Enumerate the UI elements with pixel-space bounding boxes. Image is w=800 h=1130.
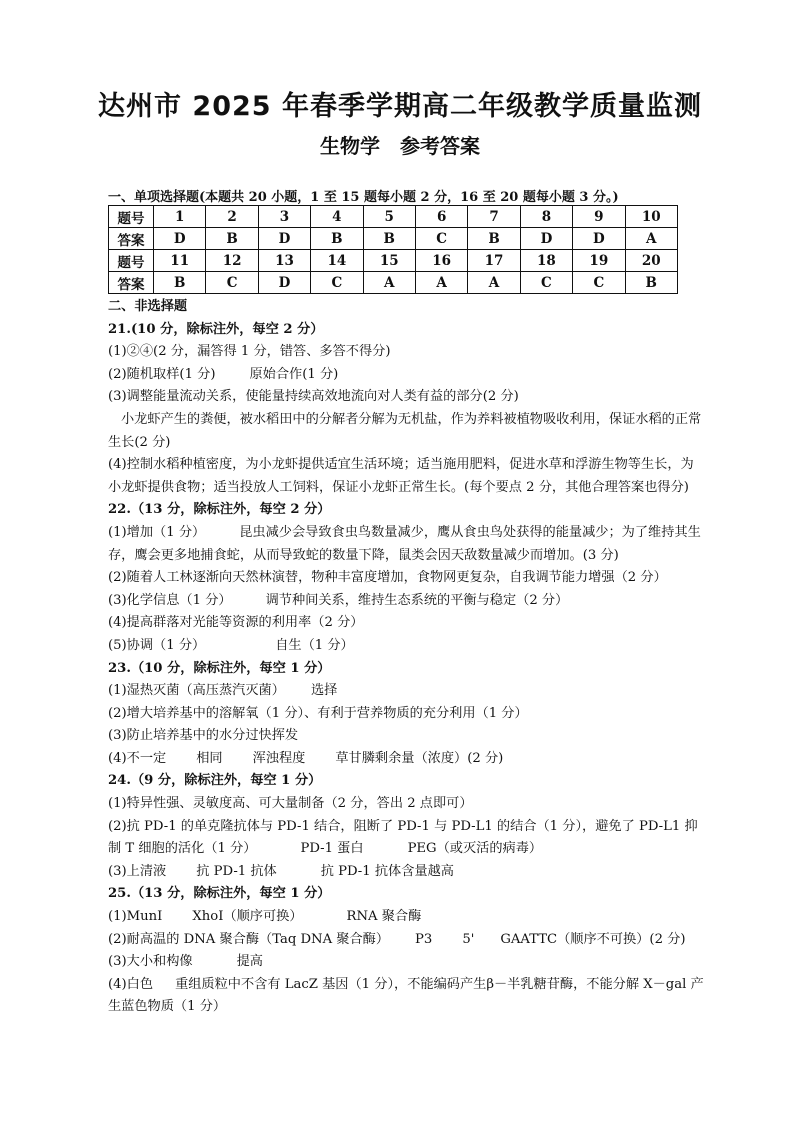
q22-part1 [108,522,704,567]
answer-table-cell: B [468,228,520,250]
q23-part3: (3)防止培养基中的水分过快挥发 [108,728,299,744]
answer-table-row [109,272,678,294]
q23-part4d: 草甘膦剩余量（浓度）(2 分) [335,750,504,766]
q22-part3a: (3)化学信息（1 分） [108,592,232,608]
q23-part1b: 选择 [310,683,338,699]
q24-part2 [108,816,704,861]
answer-table-cell: D [258,228,310,250]
answer-table-cell: C [415,228,467,250]
answer-table-cell: D [520,228,572,250]
q24-part2c: PEG（或灭活的病毒） [407,841,543,857]
answer-table-cell: 12 [206,250,258,272]
q25-part2c: 5' [462,931,475,947]
q22-part1b: 昆虫减少会导致食虫鸟数量减少，鹰从食虫鸟处获得的能量减少；为了维持其生存，鹰会更多地捕食蛇，从而导致蛇的数量下降，鼠类会因天敌数量减少而增加。(3 分) [108,524,701,563]
page-subtitle: 生物学 参考答案 [320,134,480,158]
answer-table-cell: 3 [258,206,310,228]
answer-table-cell: C [573,272,625,294]
answer-table-cell: A [468,272,520,294]
q25-part1b: XhoI（顺序可换） [192,909,303,925]
answer-table [108,205,678,294]
q25-part2d: GAATTC（顺序不可换）(2 分) [500,931,686,947]
answer-table-cell: 14 [311,250,363,272]
q23-part4c: 浑浊程度 [252,750,306,766]
q23-part1a: (1)湿热灭菌（高压蒸汽灭菌） [108,683,285,699]
q24-part3 [108,861,704,884]
answer-table-cell: 2 [206,206,258,228]
q25-part4b: 重组质粒中不含有 LacZ 基因（1 分），不能编码产生β－半乳糖苷酶，不能分解 X－gal 产生蓝色物质（1 分） [108,976,704,1015]
q22-part5 [108,635,704,658]
answer-table-cell: D [573,228,625,250]
q25-part1a: (1)MunI [108,909,163,925]
answer-table-cell: 5 [363,206,415,228]
answer-table-row-label: 题号 [109,206,154,228]
q22-part1a: (1)增加（1 分） [108,524,206,540]
q25-part1 [108,906,704,929]
section-2 [108,296,704,1019]
answer-table-cell: 13 [258,250,310,272]
q24-part1: (1)特异性强、灵敏度高、可大量制备（2 分，答出 2 点即可） [108,796,473,812]
answer-table-cell: 6 [415,206,467,228]
answer-table-cell: 1 [154,206,206,228]
q24-part3c: 抗 PD-1 抗体含量越高 [320,863,454,879]
page-title: 达州市 2025 年春季学期高二年级教学质量监测 [98,91,702,122]
answer-table-row-label: 答案 [109,272,154,294]
answer-table-cell: 11 [154,250,206,272]
q24-part2b: PD-1 蛋白 [300,841,364,857]
answer-table-row [109,206,678,228]
answer-table-cell: 19 [573,250,625,272]
answer-table-cell: D [154,228,206,250]
answer-table-cell: B [363,228,415,250]
q22-part5a: (5)协调（1 分） [108,637,206,653]
q23-part1 [108,680,704,703]
q24-part3a: (3)上清液 [108,863,167,879]
answer-table-cell: C [520,272,572,294]
q21-part3b: 小龙虾产生的粪便，被水稻田中的分解者分解为无机盐，作为养料被植物吸收利用，保证水稻的正常生长(2 分) [108,411,702,450]
q25-part3a: (3)大小和构像 [108,954,193,970]
answer-table-row [109,228,678,250]
q22-part5b: 自生（1 分） [275,637,354,653]
q21-part3: (3)调整能量流动关系，使能量持续高效地流向对人类有益的部分(2 分) [108,389,519,405]
answer-table-cell: B [311,228,363,250]
answer-table-cell: B [206,228,258,250]
q24-part2a: (2)抗 PD-1 的单克隆抗体与 PD-1 结合，阻断了 PD-1 与 PD-L1 的结合（1 分），避免了 PD-L1 抑制 T 细胞的活化（1 分） [108,818,698,857]
q25-part4 [108,974,704,1019]
answer-table-cell: 4 [311,206,363,228]
q23-part4 [108,748,704,771]
answer-table-cell: 15 [363,250,415,272]
q22-part3 [108,590,704,613]
q22-part2: (2)随着人工林逐渐向天然林演替，物种丰富度增加，食物网更复杂，自我调节能力增强（2 分） [108,570,667,586]
q25-part3 [108,951,704,974]
answer-table-cell: 8 [520,206,572,228]
q21-part1: (1)②④(2 分，漏答得 1 分，错答、多答不得分) [108,344,391,360]
answer-table-cell: 20 [625,250,677,272]
q21-heading: 21.(10 分，除标注外，每空 2 分） [108,321,324,337]
q23-part4a: (4)不一定 [108,750,167,766]
answer-table-cell: 7 [468,206,520,228]
answer-table-cell: A [625,228,677,250]
answer-table-cell: D [258,272,310,294]
q21-part2a: (2)随机取样(1 分) [108,366,216,382]
answer-table-cell: 10 [625,206,677,228]
q25-part3b: 提高 [236,954,263,970]
q25-part4a: (4)白色 [108,976,154,992]
q25-heading: 25.（13 分，除标注外，每空 1 分） [108,886,331,902]
q22-part4: (4)提高群落对光能等资源的利用率（2 分） [108,615,364,631]
q22-part3b: 调节种间关系，维持生态系统的平衡与稳定（2 分） [265,592,569,608]
q24-heading: 24.（9 分，除标注外，每空 1 分） [108,773,322,789]
answer-table-cell: 18 [520,250,572,272]
q25-part2b: P3 [415,931,433,947]
answer-table-row-label: 答案 [109,228,154,250]
answer-table-cell: 9 [573,206,625,228]
q21-part2b: 原始合作(1 分) [249,366,339,382]
answer-table-row-label: 题号 [109,250,154,272]
answer-table-cell: A [363,272,415,294]
q25-part2a: (2)耐高温的 DNA 聚合酶（Taq DNA 聚合酶） [108,931,390,947]
section-2-heading: 二、非选择题 [108,299,188,314]
answer-table-cell: B [154,272,206,294]
answer-table-cell: 16 [415,250,467,272]
answer-table-row [109,250,678,272]
q23-heading: 23.（10 分，除标注外，每空 1 分） [108,660,331,676]
section-1-heading: 一、单项选择题(本题共 20 小题，1 至 15 题每小题 2 分，16 至 20 题每小题 3 分。) [108,190,619,205]
answer-table-cell: A [415,272,467,294]
answer-table-cell: B [625,272,677,294]
q22-heading: 22.（13 分，除标注外，每空 2 分） [108,502,331,518]
q23-part4b: 相同 [196,750,223,766]
q21-part4: (4)控制水稻种植密度，为小龙虾提供适宜生活环境；适当施用肥料，促进水草和浮游生物等生长，为小龙虾提供食物；适当投放人工饲料，保证小龙虾正常生长。(每个要点 2 分，其他合理答案也得分) [108,457,694,495]
q23-part2: (2)增大培养基中的溶解氧（1 分）、有利于营养物质的充分利用（1 分） [108,705,528,721]
q25-part1c: RNA 聚合酶 [346,909,422,925]
answer-table-cell: 17 [468,250,520,272]
q25-part2 [108,929,704,952]
answer-table-cell: C [311,272,363,294]
q24-part3b: 抗 PD-1 抗体 [196,863,277,879]
q21-part2 [108,364,704,387]
answer-table-cell: C [206,272,258,294]
